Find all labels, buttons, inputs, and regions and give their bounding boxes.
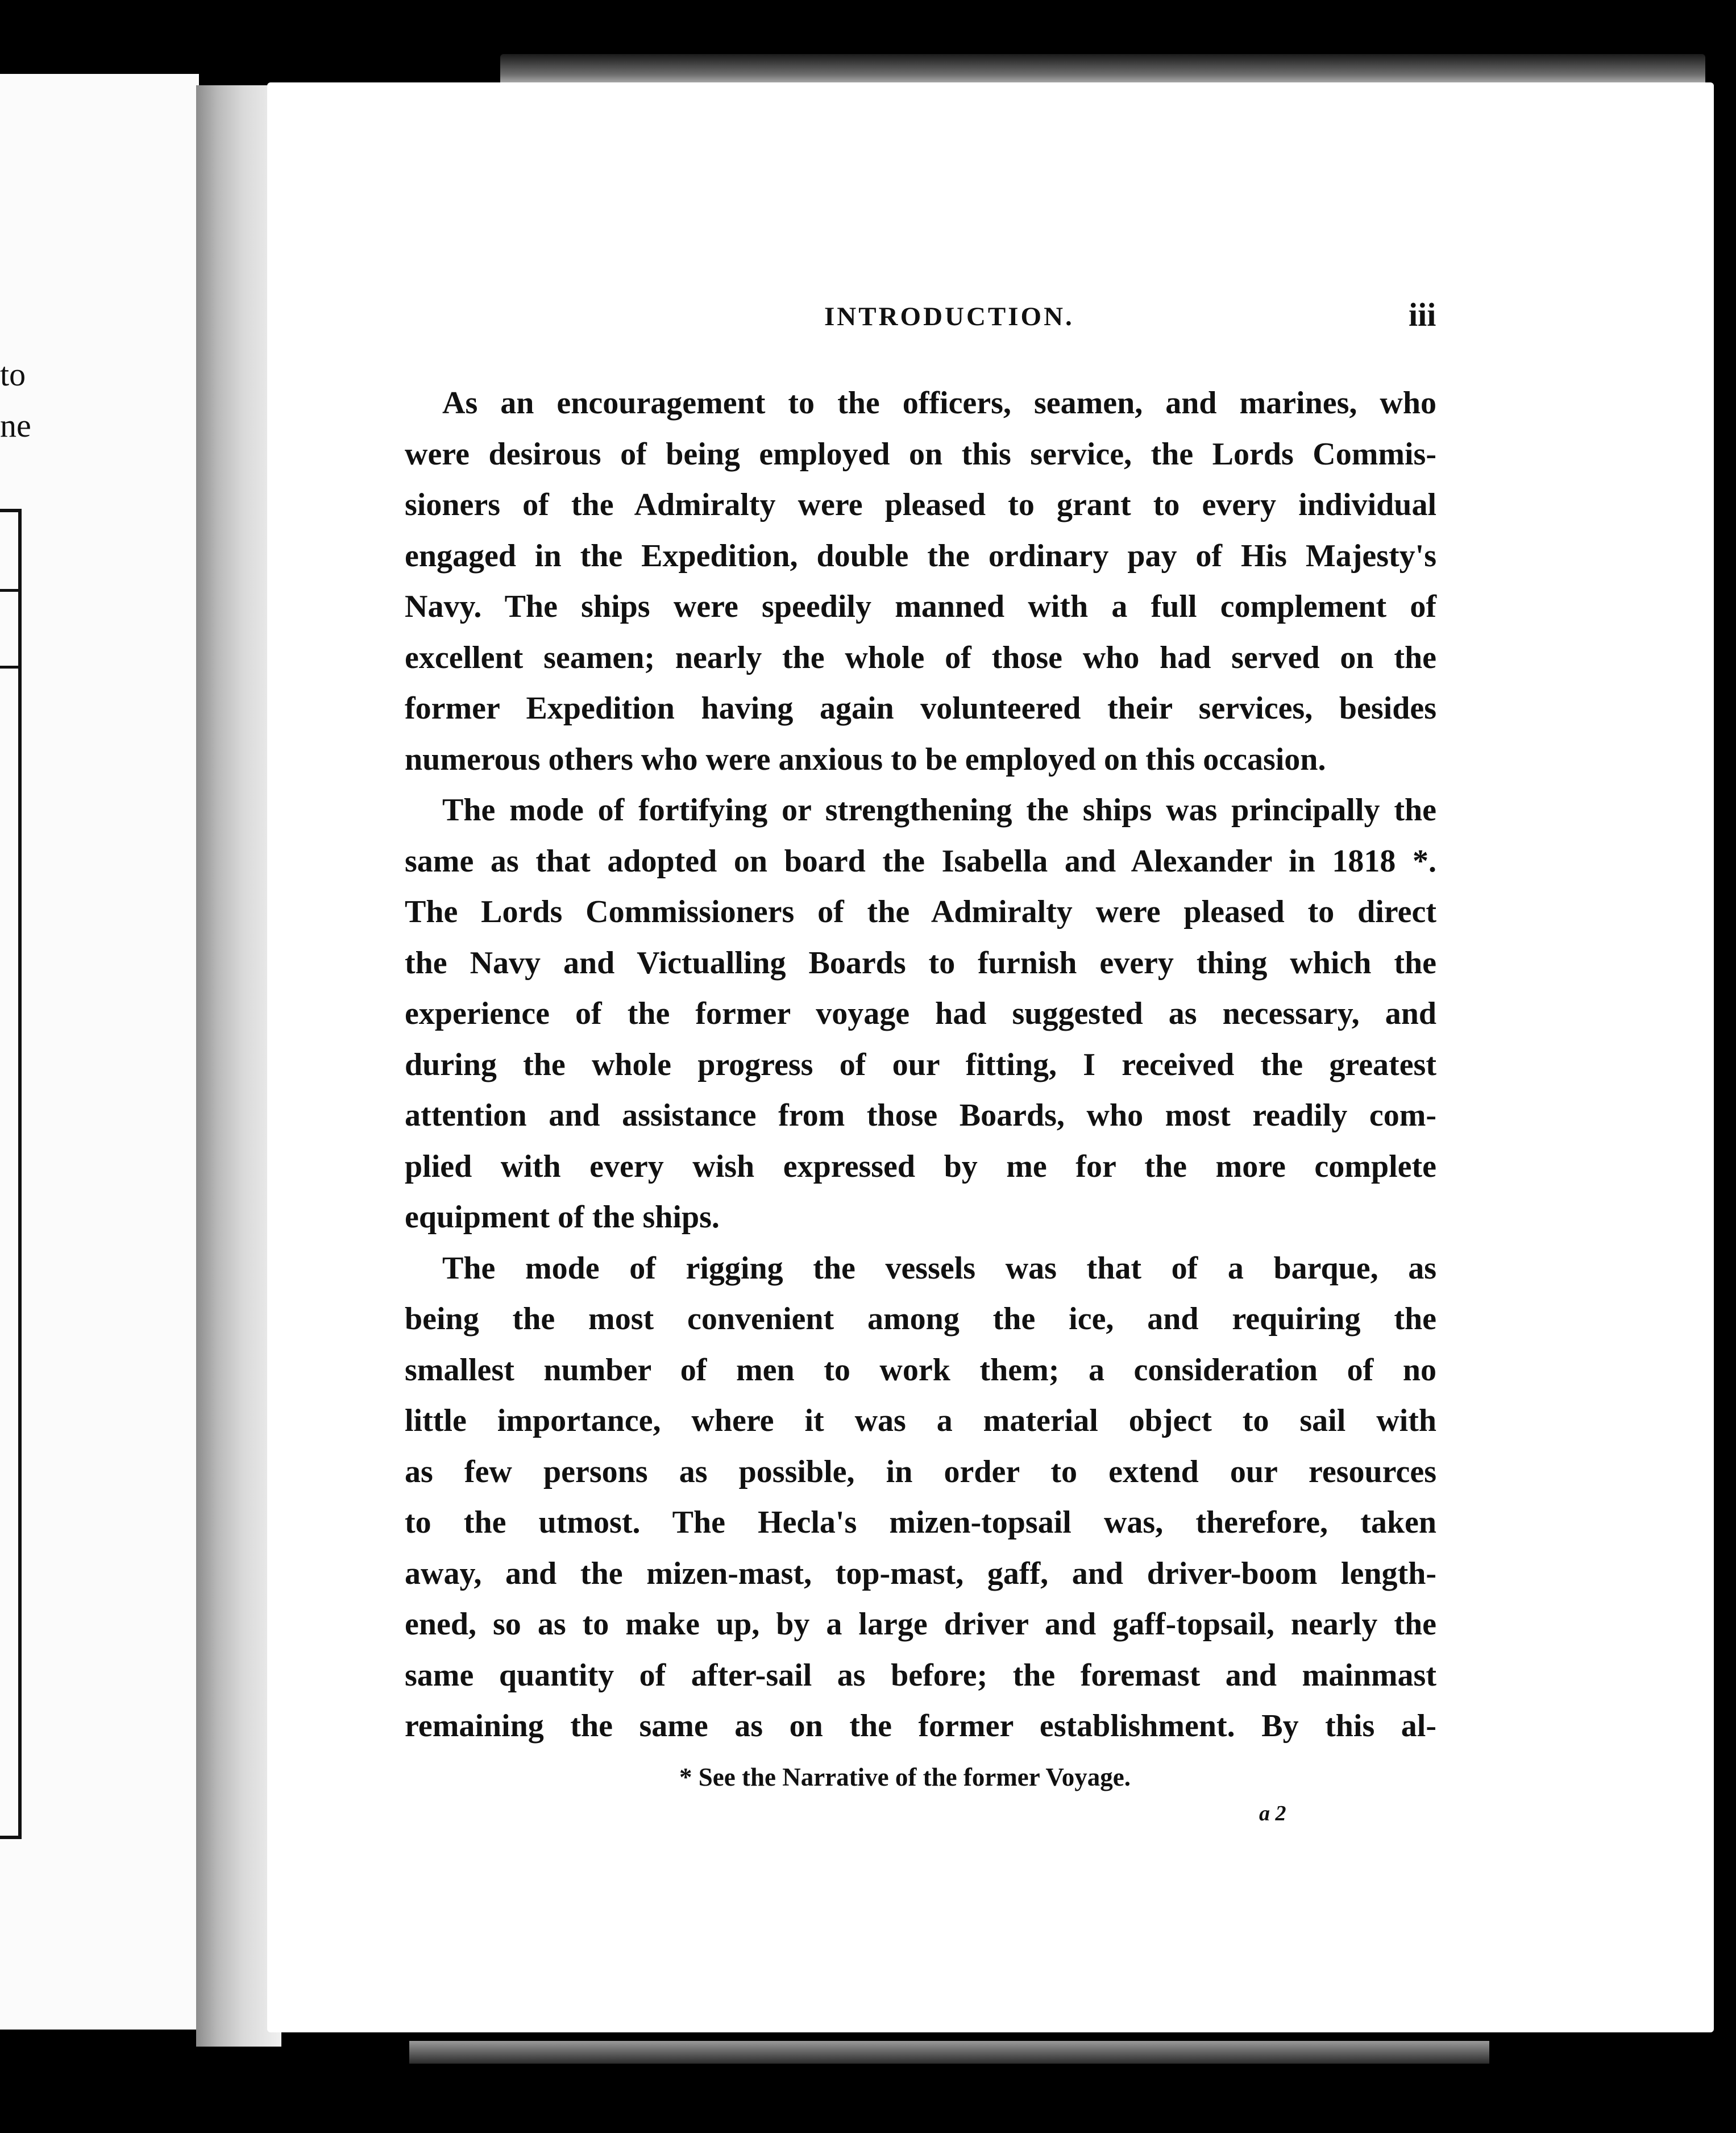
- text-line: remaining the same as on the former establishment. By this al-: [405, 1708, 1436, 1744]
- text-line: Navy. The ships were speedily manned with a full complement of: [405, 589, 1436, 624]
- table-rule: [0, 666, 18, 669]
- previous-page-edge-text: to: [0, 356, 26, 393]
- table-rule: [0, 589, 18, 592]
- text-line: during the whole progress of our fitting, I received the greatest: [405, 1047, 1436, 1082]
- running-head: INTRODUCTION.: [824, 302, 1074, 331]
- text-line: being the most convenient among the ice, and requiring the: [405, 1301, 1436, 1337]
- text-line: as few persons as possible, in order to extend our resources: [405, 1454, 1436, 1489]
- text-line: As an encouragement to the officers, seamen, and marines, who: [442, 385, 1436, 421]
- text-line: sioners of the Admiralty were pleased to grant to every individual: [405, 487, 1436, 522]
- footnote: * See the Narrative of the former Voyage.: [679, 1763, 1131, 1791]
- signature-mark: a 2: [1259, 1802, 1286, 1825]
- text-line: The mode of rigging the vessels was that of a barque, as: [442, 1250, 1436, 1286]
- text-line: attention and assistance from those Boards, who most readily com-: [405, 1098, 1436, 1133]
- text-line: same as that adopted on board the Isabella and Alexander in 1818 *.: [405, 843, 1436, 879]
- text-line: engaged in the Expedition, double the ordinary pay of His Majesty's: [405, 538, 1436, 574]
- text-line: little importance, where it was a material object to sail with: [405, 1403, 1436, 1438]
- text-line: plied with every wish expressed by me for the more complete: [405, 1148, 1436, 1184]
- text-line: former Expedition having again volunteered their services, besides: [405, 691, 1436, 726]
- text-line: were desirous of being employed on this service, the Lords Commis-: [405, 436, 1436, 472]
- text-line: smallest number of men to work them; a consideration of no: [405, 1352, 1436, 1388]
- previous-page-edge-text: ne: [0, 407, 31, 444]
- text-line: numerous others who were anxious to be employed on this occasion.: [405, 741, 1326, 777]
- page-bottom-shadow: [409, 2041, 1489, 2064]
- text-line: the Navy and Victualling Boards to furnish every thing which the: [405, 945, 1436, 981]
- text-line: away, and the mizen-mast, top-mast, gaff, and driver-boom length-: [405, 1555, 1436, 1591]
- text-line: experience of the former voyage had suggested as necessary, and: [405, 996, 1436, 1031]
- previous-page-table-edge: [0, 509, 22, 1839]
- page-number: iii: [1409, 296, 1436, 333]
- text-line: same quantity of after-sail as before; the foremast and mainmast: [405, 1657, 1436, 1693]
- text-line: excellent seamen; nearly the whole of those who had served on the: [405, 640, 1436, 675]
- text-line: to the utmost. The Hecla's mizen-topsail was, therefore, taken: [405, 1505, 1436, 1540]
- previous-page: [0, 74, 199, 2030]
- text-line: equipment of the ships.: [405, 1200, 720, 1235]
- text-line: ened, so as to make up, by a large driver and gaff-topsail, nearly the: [405, 1607, 1436, 1642]
- body-text: [405, 378, 1436, 1752]
- text-line: The Lords Commissioners of the Admiralty were pleased to direct: [405, 894, 1436, 929]
- text-line: The mode of fortifying or strengthening the ships was principally the: [442, 792, 1436, 828]
